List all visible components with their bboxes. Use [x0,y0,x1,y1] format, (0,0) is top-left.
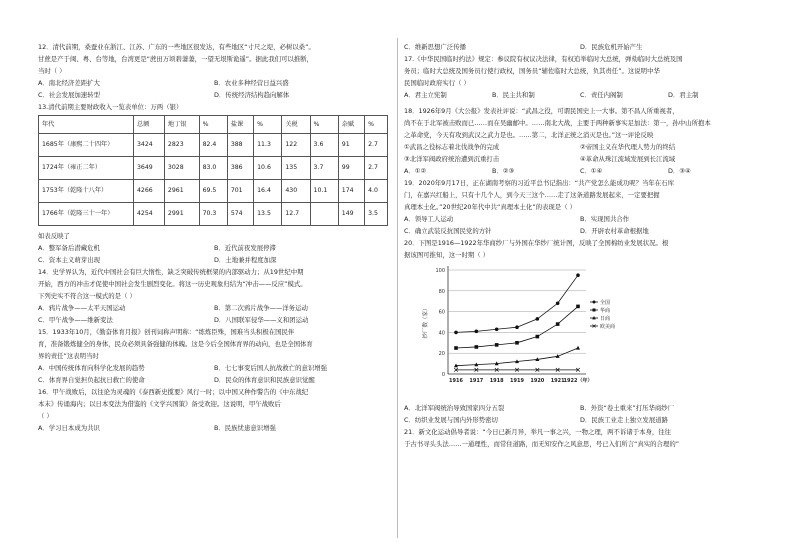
q19-option-c[interactable]: C．确立武装反抗国民党的方针 [404,227,492,235]
q14-line: 开始，西方的冲击才促使中国社会发生剧烈变化。将这一历史观象归结为“冲击——反应”模式。 [38,280,307,288]
q17-option-c[interactable]: C．责任内阁制 [580,91,623,99]
table-header-cell: 盐课 [227,116,253,134]
q16-option-c[interactable]: C．维新思想广泛传播 [404,43,466,51]
q16-line: 16．甲午战败后，以往论为灵魂的《泰西新史揽要》风行一时；以中国又种作警告的《中东战纪 [38,388,309,396]
q14-options-row [38,302,390,314]
q12-options-row [38,77,390,89]
q13-option-d[interactable]: D．土地兼并程度加深 [214,256,277,264]
table-cell: 174 [338,180,364,203]
q18-statement: ①武昌之役标志着北伐战争的完成 [404,143,500,151]
q12-options-row [38,89,390,101]
q21-line: 21．新文化运动倡导者说：“今日已新月异，举凡一事之兴，一物之理，两不诉诸于本身，往往 [404,428,672,436]
data-point [515,341,519,345]
table-cell: 82.4 [199,134,227,157]
question-15 [38,326,390,386]
table-row [39,203,388,226]
question-18 [404,105,756,177]
column-divider [397,38,398,538]
fiscal-table [38,115,388,226]
table-header-cell: 地丁银 [164,116,199,134]
legend-label: 欧美商 [600,324,616,330]
table-header-cell: 杂赋 [338,116,364,134]
table-header-cell: % [310,116,338,134]
series-line [456,275,578,332]
question-21 [404,426,756,450]
table-cell: 1724年（雍正二年） [39,157,134,180]
table-cell: 2991 [164,203,199,226]
table-header-cell: % [365,116,388,134]
q12-option-d[interactable]: D．传统经济结构趋向解体 [214,91,290,99]
q12-option-b[interactable]: B．农业多种经营日益兴盛 [214,79,289,87]
data-point [576,346,580,350]
q14-option-d[interactable]: D．八国联军侵华——义和团运动 [214,316,309,324]
q19-line: 门，在嘉兴红船上，只有十几个人，到今天三这个……走了这条道路发展起来，一定要把握 [404,191,660,199]
q14-line: 14．史学界认为，近代中国社会有巨大惰性，缺乏突破传统框架的内部驱动力；从19世纪中期 [38,268,304,276]
cotton-mill-chart [418,262,618,400]
table-cell: 3.5 [365,203,388,226]
question-19 [404,177,756,237]
legend-label: 日商 [600,316,611,322]
q13-options-row [38,242,390,254]
table-header-cell: 总额 [134,116,165,134]
q19-option-b[interactable]: B．实现国共合作 [580,215,630,223]
q20-options-row [404,414,756,426]
q20-option-c[interactable]: C．纺织业发展与国内外形势密切 [404,416,498,424]
table-row [39,180,388,203]
q16-line: （ ） [38,412,53,420]
q15-option-c[interactable]: C．体育界自觉担负起抗日救亡的使命 [38,376,145,384]
q19-option-a[interactable]: A．领导工人运动 [404,215,454,223]
q20-line: 据该图可推知，这一时期（ ） [404,251,490,259]
table-cell: 4266 [134,180,165,203]
x-tick-label: 1922（年） [563,378,593,384]
table-cell: 1753年（乾隆十八年） [39,180,134,203]
q13-option-b[interactable]: B．近代前夜发展停滞 [214,244,276,252]
data-point [454,331,458,335]
q14-option-a[interactable]: A．鸦片战争——太平天国运动 [38,304,126,312]
y-tick-label: 60 [438,309,445,316]
table-header-cell: 年代 [39,116,134,134]
q19-line: 真理本土化。”20世纪20年代中共“真理本土化”的表现是（ ） [404,203,577,211]
table-cell: 3.7 [310,157,338,180]
table-cell: 122 [282,134,310,157]
table-cell: 3649 [134,157,165,180]
line-chart-svg [418,262,618,400]
x-tick-label: 1918 [489,378,504,384]
table-cell: 2823 [164,134,199,157]
table-cell: 2.7 [365,157,388,180]
q19-options-row [404,213,756,225]
q17-option-d[interactable]: D．君主制 [668,91,699,99]
table-cell: 91 [338,134,364,157]
question-16 [38,386,390,434]
q17-line: 民国临时政府实行（ ） [404,79,470,87]
right-column [404,41,756,450]
q18-option-c[interactable]: C．①④ [580,167,603,175]
data-point [576,273,580,277]
q20-option-b[interactable]: B．外资“卷土重来”打压华商纱厂 [580,404,675,412]
table-cell: 701 [227,180,253,203]
data-point [515,325,519,329]
q20-option-d[interactable]: D．民族工业走上独立发展道路 [580,416,668,424]
question-13 [38,101,390,266]
data-point [556,322,560,326]
table-cell: 70.3 [199,203,227,226]
q19-options-row [404,225,756,237]
table-cell: 16.4 [254,180,282,203]
q14-line: 下列史实不符合这一模式的是（ ） [38,292,136,300]
data-point [495,343,499,347]
q18-line: 之革命党，今天有攻到武汉之武力是也。……第二，北洋正统之消灭是也。”这一评论反映 [404,131,654,139]
legend-label: 华商 [600,308,611,314]
data-point [536,335,540,339]
table-header-cell: % [254,116,282,134]
table-cell: 149 [338,203,364,226]
data-point [475,345,479,349]
table-cell: 99 [338,157,364,180]
q20-options-row [404,402,756,414]
q13-after: 如表反映了 [38,232,70,240]
q16-line: 本末》传诵海内；以日本变法为借鉴的《文学兴国策》备受欢迎。这说明，甲午战败后 [38,400,281,408]
table-cell: 4254 [134,203,165,226]
data-point [454,346,458,350]
q16-options-row [404,41,756,53]
left-column [38,41,390,434]
table-cell: 386 [227,157,253,180]
q13-option-c[interactable]: C．资本主义萌芽出现 [38,256,100,264]
q17-option-a[interactable]: A．君主立宪制 [404,91,447,99]
q16-options-row [38,422,390,434]
q12-line: 甘蔗是产于闽、粤、台等地，台湾更是“蔗田万顷碧萋萋，一望无垠斯诡遥”。据此我们可以推断， [38,55,314,63]
q19-option-d[interactable]: D．开辟农村革命根据地 [580,227,649,235]
legend-marker [593,309,596,312]
q18-statement: ④革命从珠江流域发展到长江流域 [580,155,676,163]
table-header-cell: % [199,116,227,134]
q12-line: 当时（ ） [38,67,66,75]
q16-option-d[interactable]: D．民族危机开始产生 [580,43,643,51]
question-17 [404,53,756,101]
data-point [576,305,580,309]
table-cell: 3028 [164,157,199,180]
q13-stem: 13.清代前期主要财政收入一览表单位：万两（银） [38,103,183,111]
table-cell: 430 [282,180,310,203]
question-14 [38,266,390,326]
data-point [475,330,479,334]
q15-options-row [38,362,390,374]
table-cell: 1685年（康熙二十四年） [39,134,134,157]
table-cell: 13.5 [254,203,282,226]
table-header-row [39,116,388,134]
q16-option-a[interactable]: A．学习日本成为共识 [38,424,100,432]
q20-line: 20．下图是1916—1922年华商纱厂与外国在华纱厂统计图，反映了全国棉纺业发展状况。根 [404,239,669,247]
table-cell: 69.5 [199,180,227,203]
table-row [39,157,388,180]
table-cell: 574 [227,203,253,226]
data-point [495,327,499,331]
x-tick-label: 1919 [510,378,524,384]
q15-line: 界的责任”这表明当时 [38,352,99,360]
q15-options-row [38,374,390,386]
table-row [39,134,388,157]
x-tick-label: 1920 [530,378,545,384]
q15-line: 15．1933年10月，《勤奋体育月报》创刊词称声明称：“练炼臣殊，国难当头积极在国民伴 [38,328,295,336]
q18-options-row [404,165,756,177]
q17-line: 务员；临时大总统及国务员行使行政权，国务员“辅佐临时大总统，负其责任”。这说明中华 [404,67,660,75]
q13-options-row [38,254,390,266]
q12-line: 12．清代前期，桑蚕业在浙江、江苏、广东的一些地区很发达，有些地区“寸尺之堤，必树以桑”。 [38,43,315,51]
table-cell: 3424 [134,134,165,157]
table-cell: 10.1 [310,180,338,203]
q17-options-row [404,89,756,101]
q18-option-a[interactable]: A．①② [404,167,427,175]
question-20 [404,237,756,426]
q18-statements-row [404,153,756,165]
q15-option-b[interactable]: B．七七事变后国人抗战救亡的意识增强 [214,364,328,372]
q15-option-a[interactable]: A．中国传统体育向科学化发展的趋势 [38,364,145,372]
table-cell [310,203,338,226]
q18-option-d[interactable]: D．③④ [668,167,691,175]
q12-option-a[interactable]: A．南北经济差距扩大 [38,79,100,87]
q19-line: 19．2020年9月17日，正在湖南考察的习近平总书记指出：“共产党怎么能成功呢？当年在石库 [404,179,674,187]
q18-option-b[interactable]: B．②③ [492,167,515,175]
x-tick-label: 1917 [469,378,484,384]
table-cell: 2961 [164,180,199,203]
q18-statements-row [404,141,756,153]
table-cell: 10.6 [254,157,282,180]
y-tick-label: 40 [438,330,445,337]
q15-option-d[interactable]: D．民众的体育意识和民族意识觉醒 [214,376,315,384]
q12-option-c[interactable]: C．社会发展加速转型 [38,91,100,99]
table-cell: 1766年（乾隆三十一年） [39,203,134,226]
q16-option-b[interactable]: B．民族忧患意识增强 [214,424,276,432]
table-cell: 11.3 [254,134,282,157]
legend-label: 全国 [600,300,611,306]
q14-option-c[interactable]: C．甲午战争——维新变法 [38,316,113,324]
q18-statement: ③北洋军阀政府统治遭到沉重打击 [404,155,500,163]
q17-option-b[interactable]: B．民主共和制 [492,91,535,99]
y-axis-label: 纱厂数（家） [423,305,429,339]
q14-options-row [38,314,390,326]
table-cell: 83.0 [199,157,227,180]
table-header-cell: 关税 [282,116,310,134]
q14-option-b[interactable]: B．第二次鸦片战争——洋务运动 [214,304,308,312]
data-point [536,317,540,321]
q17-line: 17.《中华民国临时约法》规定：参议院有权议决法律，有权追举临时大总统，弹劾临时大总统及国 [404,55,683,63]
data-point [556,301,560,305]
q18-line: 18．1926年9月《大公报》发表社评说：“武昌之役，可谓民国史上一大事。第不昌人所重视者， [404,107,679,115]
q18-statement: ②帝国主义在华代理人势力的终结 [580,143,676,151]
y-tick-label: 100 [435,268,445,274]
x-tick-label: 1921 [550,378,565,384]
x-tick-label: 1916 [449,378,463,384]
table-cell: 12.7 [282,203,310,226]
legend-marker [593,301,596,304]
q20-option-a[interactable]: A．北洋军阀统治导致国家四分五裂 [404,404,505,412]
q21-line: 于古书寻头头法……一通理性，而常住道路，而无知安作之风意思，号已入们所言“真实的合理的” [404,440,680,448]
table-cell: 388 [227,134,253,157]
q18-line: 尚不在于北军被击败而已……而在吴幽邮中。……南北大战，主要于两种新事实足加法：第一，孙中山所抱本 [404,119,711,127]
q15-line: 育，准备锻炼健全的身体，民众必须具备强健的体魄。这是今后全国体育界的动向，也是全国体育 [38,340,313,348]
y-tick-label: 80 [438,288,445,295]
table-cell: 3.6 [310,134,338,157]
y-tick-label: 20 [438,351,445,358]
question-12 [38,41,390,101]
q13-option-a[interactable]: A．整军备后潜藏危机 [38,244,100,252]
table-cell: 2.7 [365,134,388,157]
table-cell: 135 [282,157,310,180]
table-cell: 4.0 [365,180,388,203]
y-tick-label: 0 [441,372,445,378]
